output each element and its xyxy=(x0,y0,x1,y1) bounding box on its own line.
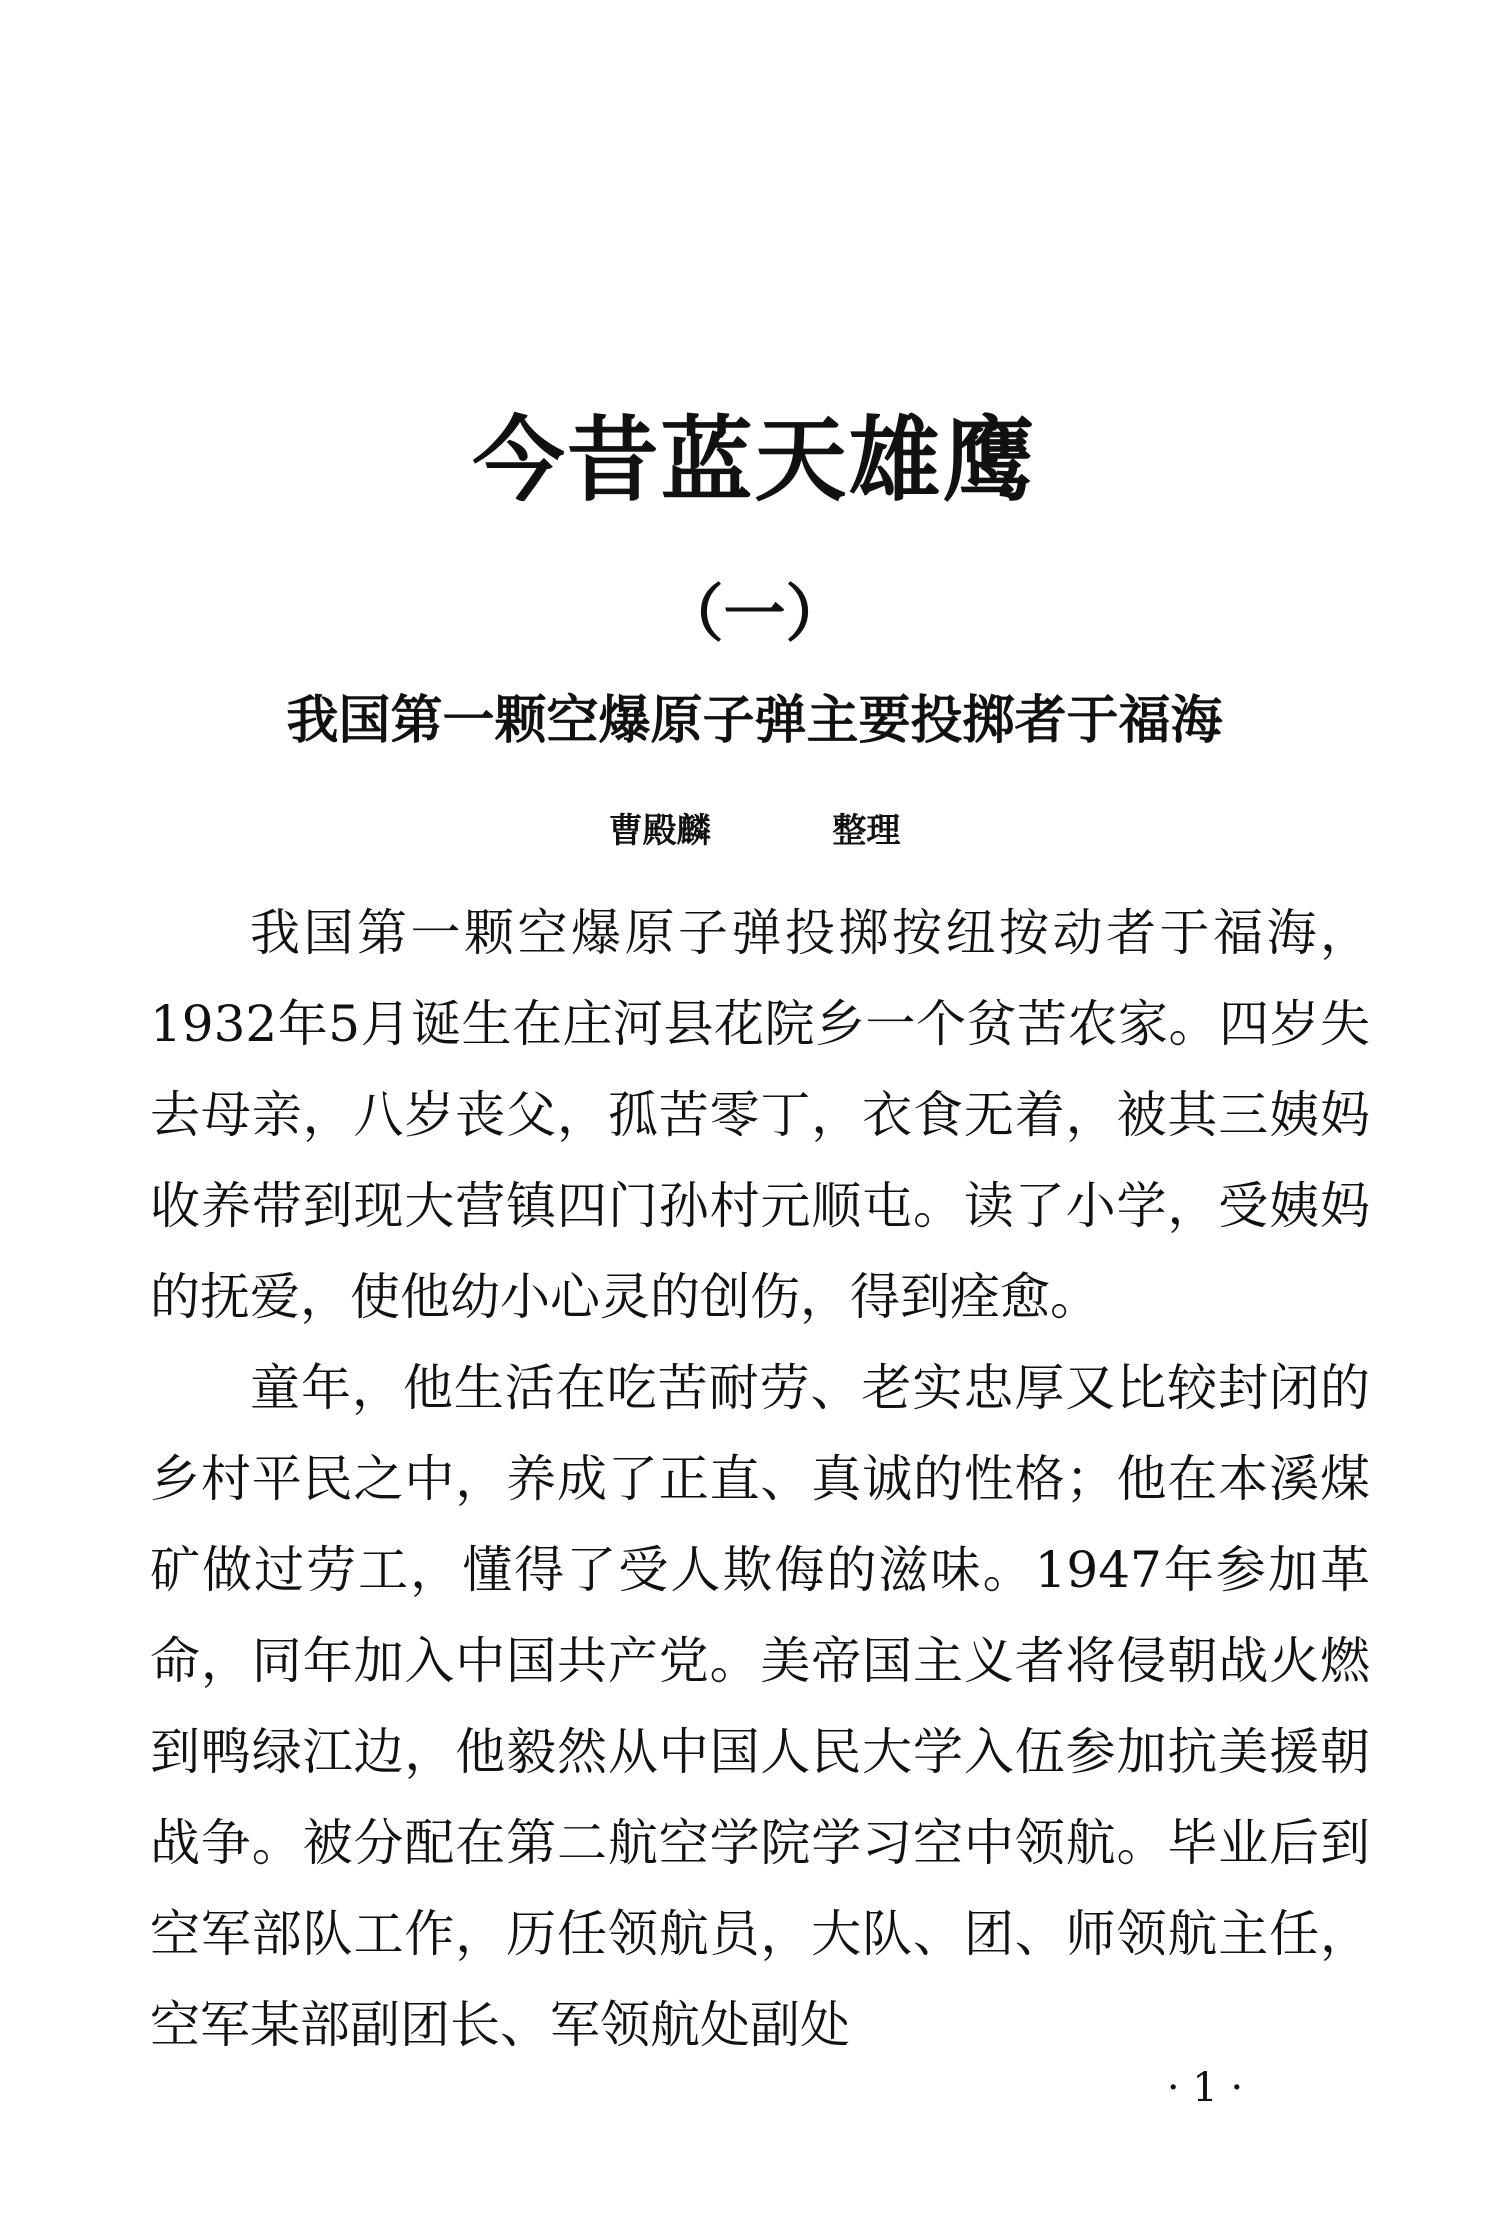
body-paragraph: 我国第一颗空爆原子弹投掷按纽按动者于福海，1932年5月诞生在庄河县花院乡一个贫苦农家。四岁失去母亲，八岁丧父，孤苦零丁，衣食无着，被其三姨妈收养带到现大营镇四门孙村元顺屯。读了小学，受姨妈的抚爱，使他幼小心灵的创伤，得到痊愈。 xyxy=(150,904,1370,1326)
body-paragraph: 童年，他生活在吃苦耐劳、老实忠厚又比较封闭的乡村平民之中，养成了正直、真诚的性格；他在本溪煤矿做过劳工，懂得了受人欺侮的滋味。1947年参加革命，同年加入中国共产党。美帝国主义者将侵朝战火燃到鸭绿江边，他毅然从中国人民大学入伍参加抗美援朝战争。被分配在第二航空学院学习空中领航。毕业后到空军部队工作，历任领航员，大队、团、师领航主任，空军某部副团长、军领航处副处 xyxy=(150,1359,1370,2054)
byline xyxy=(0,813,1509,850)
author-name: 曹殿麟 xyxy=(608,811,711,851)
author-role: 整理 xyxy=(832,811,901,851)
page-number: · 1 · xyxy=(1166,2065,1244,2111)
section-number: （一） xyxy=(661,577,848,650)
page-title: 今昔蓝天雄鹰 xyxy=(472,406,1037,514)
article-subtitle: 我国第一颗空爆原子弹主要投掷者于福海 xyxy=(286,691,1223,751)
article-body xyxy=(150,888,1370,2071)
